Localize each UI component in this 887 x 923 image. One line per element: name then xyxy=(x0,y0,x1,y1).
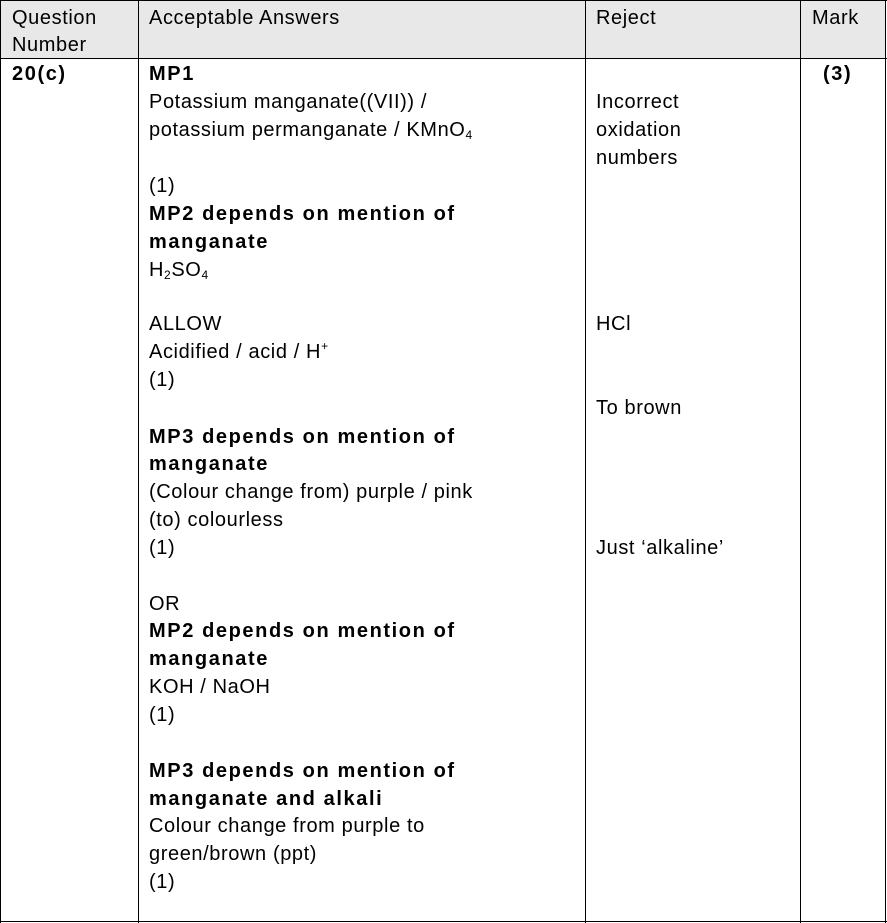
grid-line xyxy=(138,0,139,923)
grid-line xyxy=(0,921,887,922)
reject-4: Just ‘alkaline’ xyxy=(596,537,724,559)
allow-label: ALLOW xyxy=(149,313,223,335)
mp1-mark: (1) xyxy=(149,175,176,197)
mp1-title: MP1 xyxy=(149,63,195,85)
mp3-mark: (1) xyxy=(149,537,176,559)
alt-mp3-mark: (1) xyxy=(149,871,176,893)
grid-line xyxy=(0,0,1,923)
alt-mp2-title-line1: MP2 depends on mention of xyxy=(149,620,456,642)
reject-1-line3: numbers xyxy=(596,147,679,169)
header-question-number-line2: Number xyxy=(12,34,87,56)
question-number: 20(c) xyxy=(12,63,67,85)
alt-mp2-mark: (1) xyxy=(149,704,176,726)
mp3-line2: (to) colourless xyxy=(149,509,284,531)
mp3-line1: (Colour change from) purple / pink xyxy=(149,481,473,503)
mp1-line1: Potassium manganate((VII)) / xyxy=(149,91,428,113)
or-label: OR xyxy=(149,593,181,615)
grid-line xyxy=(0,0,887,1)
header-acceptable-answers: Acceptable Answers xyxy=(149,7,340,29)
mp2-title-line1: MP2 depends on mention of xyxy=(149,203,456,225)
reject-3: To brown xyxy=(596,397,682,419)
alt-mp2-text: KOH / NaOH xyxy=(149,676,271,698)
mp3-title-line2: manganate xyxy=(149,453,269,475)
alt-mp3-line1: Colour change from purple to xyxy=(149,815,425,837)
mark-value: (3) xyxy=(823,63,853,85)
reject-1-line2: oxidation xyxy=(596,119,682,141)
mp1-line2: potassium permanganate / KMnO$_4$ xyxy=(149,119,473,142)
alt-mp3-title-line1: MP3 depends on mention of xyxy=(149,760,456,782)
header-row xyxy=(0,0,886,58)
grid-line xyxy=(885,0,886,923)
alt-mp2-title-line2: manganate xyxy=(149,648,269,670)
mp3-title-line1: MP3 depends on mention of xyxy=(149,426,456,448)
reject-1-line1: Incorrect xyxy=(596,91,680,113)
alt-mp3-line2: green/brown (ppt) xyxy=(149,843,318,865)
allow-text: Acidified / acid / H+ xyxy=(149,339,329,363)
mp2-mark: (1) xyxy=(149,369,176,391)
grid-line xyxy=(585,0,586,923)
alt-mp3-title-line2: manganate and alkali xyxy=(149,788,384,810)
header-question-number-line1: Question xyxy=(12,7,97,29)
header-reject: Reject xyxy=(596,7,657,29)
reject-2: HCl xyxy=(596,313,632,335)
mp2-title-line2: manganate xyxy=(149,231,269,253)
mp2-formula: $H_2SO_4$ xyxy=(149,259,209,282)
header-mark: Mark xyxy=(812,7,859,29)
grid-line xyxy=(800,0,801,923)
grid-line xyxy=(0,58,887,59)
